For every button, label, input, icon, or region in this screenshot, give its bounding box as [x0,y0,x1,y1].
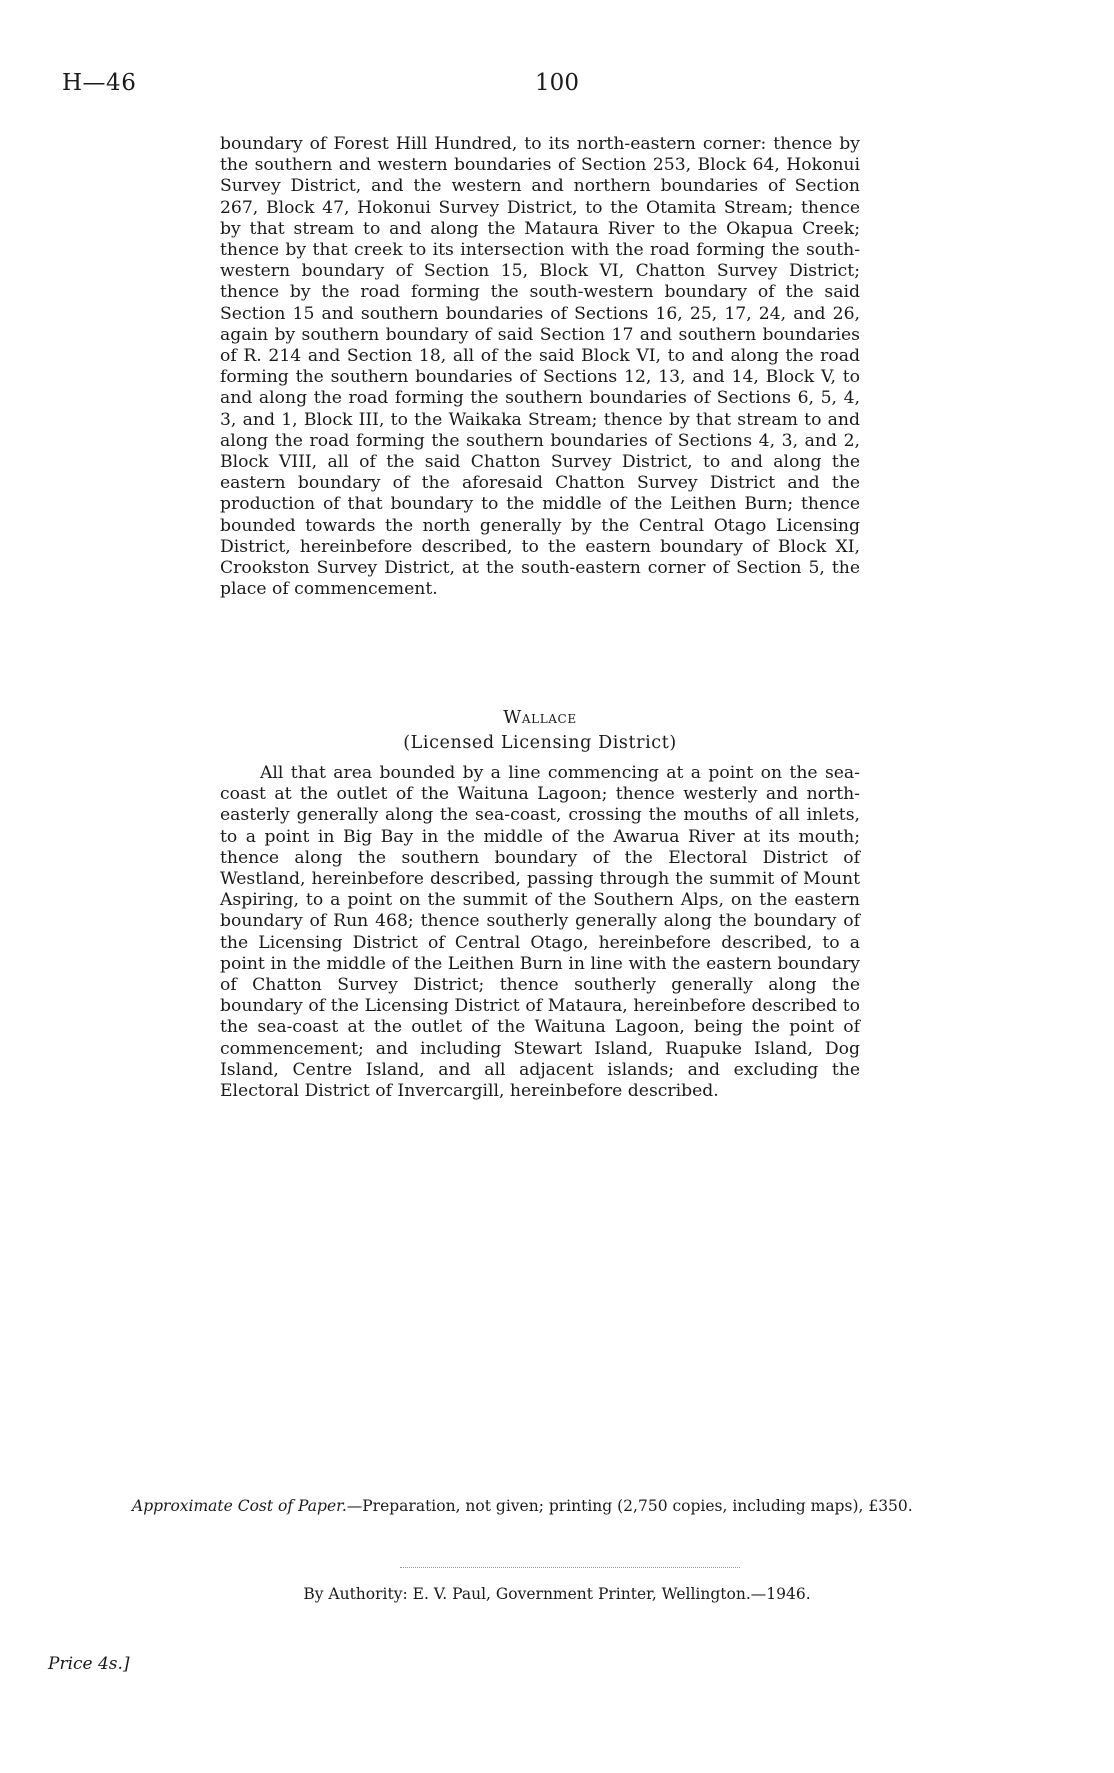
footer-divider [400,1567,740,1568]
section-subheading: (Licensed Licensing District) [403,733,677,753]
cost-text: —Preparation, not given; printing (2,750 copies, including maps), £350. [346,1497,913,1515]
paragraph-boundary-continuation: boundary of Forest Hill Hundred, to its north-eastern corner: thence by the southern and western boundaries of Section 253, Block 64, Hokonui Survey District, and the western and northern boundaries of Section 267, Block 47, Hokonui Survey District, to the Otamita Stream; thence by that stream to and along the Mataura River to the Okapua Creek; thence by that creek to its intersection with the road forming the south-western boundary of Section 15, Block VI, Chatton Survey District; thence by the road forming the south-western boundary of the said Section 15 and southern boundaries of Sections 16, 25, 17, 24, and 26, again by southern boundary of said Section 17 and southern boundaries of R. 214 and Section 18, all of the said Block VI, to and along the road forming the southern boundaries of Sections 12, 13, and 14, Block V, to and along the road forming the southern boundaries of Sections 6, 5, 4, 3, and 1, Block III, to the Waikaka Stream; thence by that stream to and along the road forming the southern boundaries of Sections 4, 3, and 2, Block VIII, all of the said Chatton Survey District, to and along the eastern boundary of the aforesaid Chatton Survey District and the production of that boundary to the middle of the Leithen Burn; thence bounded towards the north generally by the Central Otago Licensing District, hereinbefore described, to the eastern boundary of Block XI, Crookston Survey District, at the south-eastern corner of Section 5, the place of commencement. [220,134,860,600]
cost-label: Approximate Cost of Paper. [132,1497,347,1515]
document-reference: H—46 [62,70,137,96]
page-number: 100 [535,70,579,96]
paragraph-wallace-description: All that area bounded by a line commencing at a point on the sea-coast at the outlet of the Waituna Lagoon; thence westerly and north-easterly generally along the sea-coast, crossing the mouths of all inlets, to a point in Big Bay in the middle of the Awarua River at its mouth; thence along the southern boundary of the Electoral District of Westland, hereinbefore described, passing through the summit of Mount Aspiring, to a point on the summit of the Southern Alps, on the eastern boundary of Run 468; thence southerly generally along the boundary of the Licensing District of Central Otago, hereinbefore described, to a point in the middle of the Leithen Burn in line with the eastern boundary of Chatton Survey District; thence southerly generally along the boundary of the Licensing District of Mataura, hereinbefore described to the sea-coast at the outlet of the Waituna Lagoon, being the point of commencement; and including Stewart Island, Ruapuke Island, Dog Island, Centre Island, and all adjacent islands; and excluding the Electoral District of Invercargill, hereinbefore described. [220,763,860,1102]
section-heading: Wallace [503,708,577,728]
printer-imprint: By Authority: E. V. Paul, Government Printer, Wellington.—1946. [303,1585,811,1603]
cost-of-paper-note [132,1497,988,1515]
price-note: Price 4s.] [48,1654,130,1674]
